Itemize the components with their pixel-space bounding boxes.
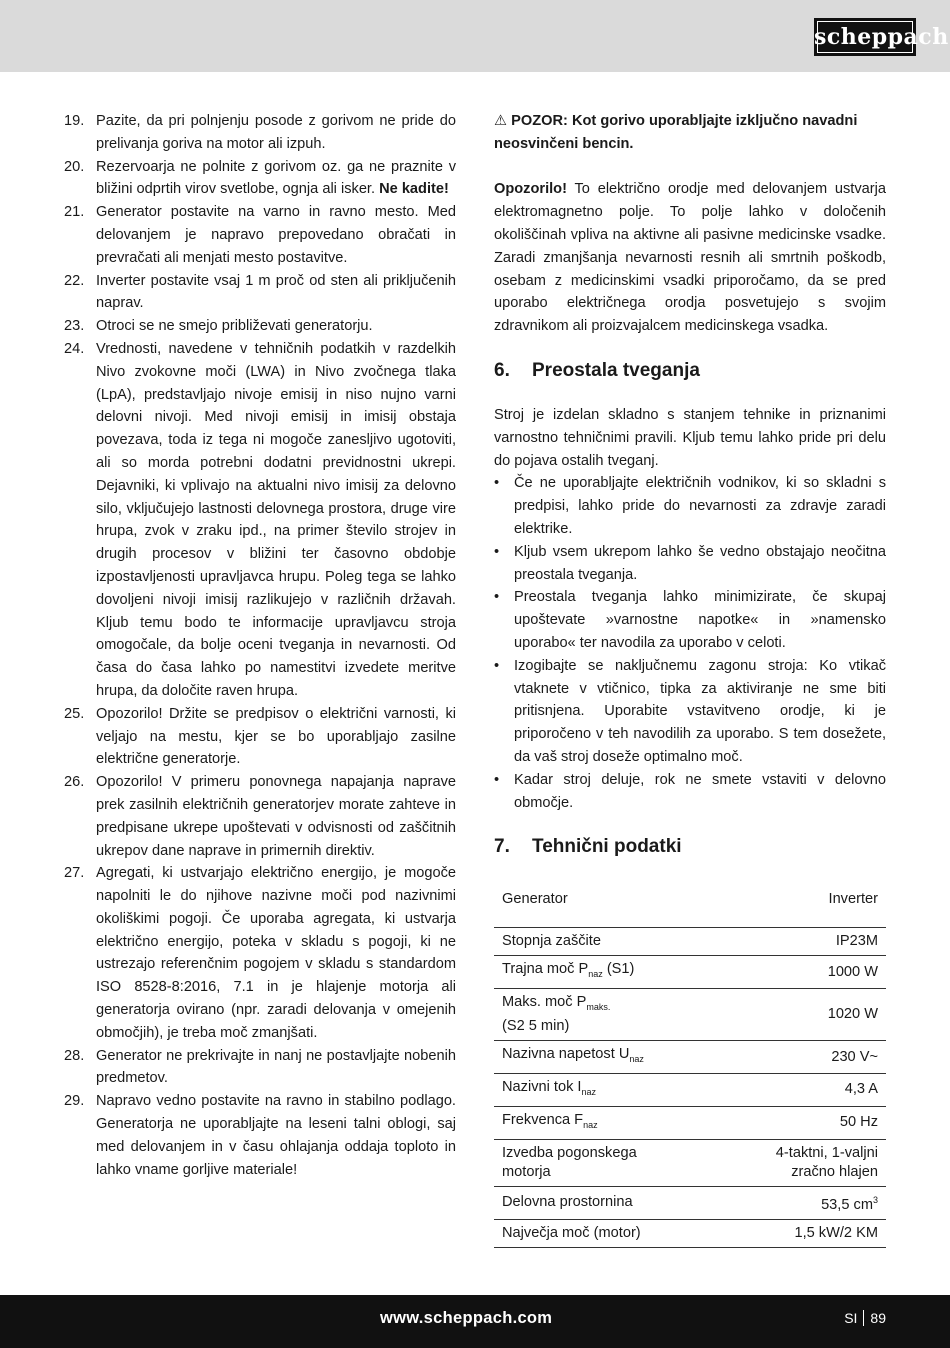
item-number: 26. <box>64 774 85 791</box>
spec-label <box>494 1106 718 1139</box>
bullet-text: Kadar stroj deluje, rok ne smete vstaviti v delovno območje. <box>514 771 886 811</box>
spec-value <box>718 1186 886 1219</box>
table-row <box>494 1106 886 1139</box>
item-text: Pazite, da pri polnjenju posode z gorivom ne pride do prelivanja goriva na motor ali izpuh. <box>96 113 456 152</box>
item-number: 19. <box>64 113 85 129</box>
item-text: Vrednosti, navedene v tehničnih podatkih v razdelkih Nivo zvokovne moči (LWA) in Nivo zvočnega tlaka (LpA), predstavljajo nivoje emisij in niso nujno varni delovni nivoji. Med nivoji emisij in imisij obstaja povezava, toda iz tega ni mogoče zanesljivo ugotoviti, ali so morda potrebni dodatni previdnostni ukrepi. Dejavniki, ki vplivajo na aktualni nivo imisij za delovno silo, vključujejo lastnosti delovnega prostora, druge vire hrupa, zvok v zraku ipd., na primer število strojev in drugih procesov v bližini ter časovno obdobje izpostavljenosti upravljavca hrupu. Poleg tega se lahko dovoljeni nivoji imisij razlikujejo v različnih državah. Kljub temu bodo te informacije upravljavcu stroja omogočale, da bolje oceni tveganja in nevarnosti. Od časa do časa lahko po namestitvi izvedete meritve hrupa, da določite raven hrupa. <box>96 340 456 699</box>
item-number: 24. <box>64 340 85 357</box>
bullet: • <box>494 543 500 560</box>
section-heading-7 <box>494 834 886 860</box>
spec-value-text: 53,5 cm <box>821 1196 873 1213</box>
spec-label-line2: motorja <box>502 1163 551 1180</box>
table-row <box>494 880 886 928</box>
right-column <box>494 110 886 1248</box>
item-text: Generator postavite na varno in ravno mesto. Med delovanjem je napravo prepovedano obračati in prevračati ali menjati mesto postavitve. <box>96 204 456 266</box>
list-item <box>64 862 456 1044</box>
pozor-warning <box>494 110 886 156</box>
spec-value: 4,3 A <box>718 1074 886 1107</box>
spec-value: 50 Hz <box>718 1106 886 1139</box>
item-number: 20. <box>64 158 85 175</box>
pozor-text: POZOR: Kot gorivo uporabljajte izključno navadni neosvinčeni bencin. <box>494 113 858 152</box>
top-bar <box>0 0 950 72</box>
table-row <box>494 1186 886 1219</box>
spec-value: Inverter <box>718 880 886 928</box>
list-item <box>494 472 886 540</box>
item-number: 23. <box>64 318 85 335</box>
bullet: • <box>494 475 500 492</box>
list-item <box>494 541 886 587</box>
spec-label: Delovna prostornina <box>494 1186 718 1219</box>
footer-bar <box>0 1295 950 1348</box>
spec-value: 1020 W <box>718 989 886 1041</box>
section-number: 6. <box>494 359 510 381</box>
table-row <box>494 989 886 1041</box>
table-row <box>494 1041 886 1074</box>
list-item <box>64 315 456 338</box>
table-row <box>494 928 886 956</box>
item-text <box>96 156 456 202</box>
table-row <box>494 1219 886 1247</box>
list-item <box>64 703 456 771</box>
item-text: Inverter postavite vsaj 1 m proč od sten ali priključenih naprav. <box>96 272 456 312</box>
spec-label <box>494 956 718 989</box>
item-text: Napravo vedno postavite na ravno in stabilno podlago. Generatorja ne uporabljajte na leseni talni oblogi, saj med delovanjem in v času ohlajanja oddaja toploto in lahko vname gorljive materiale! <box>96 1093 456 1178</box>
page-number: 89 <box>870 1310 886 1326</box>
scheppach-logo <box>814 18 949 56</box>
item-number: 22. <box>64 272 85 289</box>
spec-label-line1: Izvedba pogonskega <box>502 1144 637 1161</box>
bullet: • <box>494 589 500 606</box>
spec-subscript: naz <box>629 1054 644 1065</box>
spec-subscript: naz <box>581 1086 596 1097</box>
item-text: Opozorilo! Držite se predpisov o električni varnosti, ki veljajo na mestu, kjer se bo uporabljajo zasilne električne generatorje. <box>96 705 456 768</box>
spec-label <box>494 1139 718 1186</box>
spec-label-text: Maks. moč P <box>502 994 587 1011</box>
list-item <box>64 156 456 202</box>
table-row <box>494 1074 886 1107</box>
spec-value: IP23M <box>718 928 886 956</box>
spec-label-text: Frekvenca F <box>502 1111 584 1128</box>
list-item <box>64 771 456 862</box>
spec-value-line1: 4-taktni, 1-valjni <box>775 1144 878 1161</box>
divider <box>863 1310 864 1326</box>
opozorilo-label: Opozorilo! <box>494 181 567 198</box>
spec-label-line2: (S2 5 min) <box>502 1018 570 1035</box>
list-item <box>494 586 886 654</box>
spec-label: Generator <box>494 880 718 928</box>
item-number: 28. <box>64 1047 85 1064</box>
section-heading-6 <box>494 358 886 384</box>
item-number: 27. <box>64 865 85 882</box>
spec-label-text: Nazivna napetost U <box>502 1046 630 1063</box>
list-item <box>64 201 456 269</box>
list-item <box>64 1045 456 1091</box>
item-number: 21. <box>64 204 85 221</box>
bullet: • <box>494 771 500 788</box>
list-item <box>64 110 456 156</box>
item-text-body: Rezervoarja ne polnite z gorivom oz. ga ne praznite v bližini odprtih virov svetlobe, ognja ali isker. <box>96 158 456 198</box>
opozorilo-paragraph <box>494 178 886 338</box>
bullet-text: Izogibajte se naključnemu zagonu stroja: Ko vtikač vtaknete v vtičnico, tipka za aktiviranje ne sme biti pritisnjena. Uporabite vstavitveno orodje, ki je priporočeno v teh navodilih za uporabo. S tem dosežete, da vaš stroj doseže optimalno moč. <box>514 657 886 765</box>
table-row <box>494 956 886 989</box>
section-title: Preostala tveganja <box>532 359 700 381</box>
bullet-text: Preostala tveganja lahko minimizirate, če skupaj upoštevate »varnostne napotke« in »namensko uporabo« ter navodila za uporabo v celoti. <box>514 589 886 651</box>
spec-label-text: Nazivni tok I <box>502 1079 582 1096</box>
page-indicator <box>844 1310 886 1326</box>
left-column <box>64 110 456 1181</box>
list-item <box>64 1090 456 1181</box>
spec-value-line2: zračno hlajen <box>791 1163 878 1180</box>
opozorilo-text: To električno orodje med delovanjem ustvarja elektromagnetno polje. To polje lahko v določenih okoliščinah vpliva na aktivne ali pasivne medicinske vsadke. Zaradi zmanjšanja nevarnosti resnih ali smrtnih poškodb, osebam z medicinskimi vsadki priporočamo, da se pred uporabo električnega orodja posvetujejo s svojim zdravnikom ali proizvajalcem medicinskega vsadka. <box>494 181 886 335</box>
item-number: 25. <box>64 705 85 722</box>
list-item <box>494 769 886 815</box>
bullet-text: Kljub vsem ukrepom lahko še vedno obstajajo neočitna preostala tveganja. <box>514 543 886 583</box>
spec-subscript: naz <box>583 1119 598 1130</box>
language-code: SI <box>844 1310 858 1326</box>
table-row <box>494 1139 886 1186</box>
spec-value: 1,5 kW/2 KM <box>718 1219 886 1247</box>
spec-label-text: Trajna moč P <box>502 961 589 978</box>
item-text: Agregati, ki ustvarjajo električno energijo, je mogoče napolniti le do njihove nazivne moči pod nazivnimi okoliškimi pogoji. Če uporaba agregata, ki ustvarja električno energijo, poteka v skladu s pogoji, ki ne ustrezajo referenčnim pogojem v skladu s standardom ISO 8528-8:2016, 7.1 in je hlajenje motorja ali generatorja ovirano (npr. zaradi delovanja v omejenih območjih), je treba moč zmanjšati. <box>96 865 456 1041</box>
list-item <box>64 338 456 703</box>
spec-label: Največja moč (motor) <box>494 1219 718 1247</box>
section-title: Tehnični podatki <box>532 836 682 858</box>
spec-label: Stopnja zaščite <box>494 928 718 956</box>
item-text: Otroci se ne smejo približevati generatorju. <box>96 318 373 335</box>
spec-label-suffix: (S1) <box>602 961 635 978</box>
spec-value <box>718 1139 886 1186</box>
spec-subscript: maks. <box>586 1002 611 1013</box>
bullet-text: Če ne uporabljajte električnih vodnikov, ki so skladni s predpisi, lahko pride do nevarnosti za zdravje zaradi elektrike. <box>514 475 886 537</box>
spec-superscript: 3 <box>872 1194 878 1205</box>
spec-label <box>494 989 718 1041</box>
bullet: • <box>494 657 500 674</box>
warning-icon: ⚠ <box>494 113 508 129</box>
logo-text: scheppach <box>814 24 949 50</box>
item-number: 29. <box>64 1093 85 1110</box>
spec-value: 230 V~ <box>718 1041 886 1074</box>
list-item <box>494 655 886 769</box>
item-text: Opozorilo! V primeru ponovnega napajanja naprave prek zasilnih električnih generatorjev morate zahteve in predpisane ukrepe upoštevati v odvisnosti od zaščitnih ukrepov dane naprave in primernih direktiv. <box>96 774 456 859</box>
specs-table <box>494 880 886 1247</box>
list-item <box>64 270 456 316</box>
item-text-bold: Ne kadite! <box>379 181 449 198</box>
section-number: 7. <box>494 836 510 858</box>
spec-label <box>494 1074 718 1107</box>
spec-value: 1000 W <box>718 956 886 989</box>
footer-url: www.scheppach.com <box>380 1309 553 1327</box>
section-intro: Stroj je izdelan skladno s stanjem tehnike in priznanimi varnostno tehničnimi pravili. Kljub temu lahko pride pri delu do pojava ostalih tveganj. <box>494 406 886 469</box>
spec-label <box>494 1041 718 1074</box>
item-text: Generator ne prekrivajte in nanj ne postavljajte nobenih predmetov. <box>96 1047 456 1087</box>
spec-subscript: naz <box>588 969 603 980</box>
